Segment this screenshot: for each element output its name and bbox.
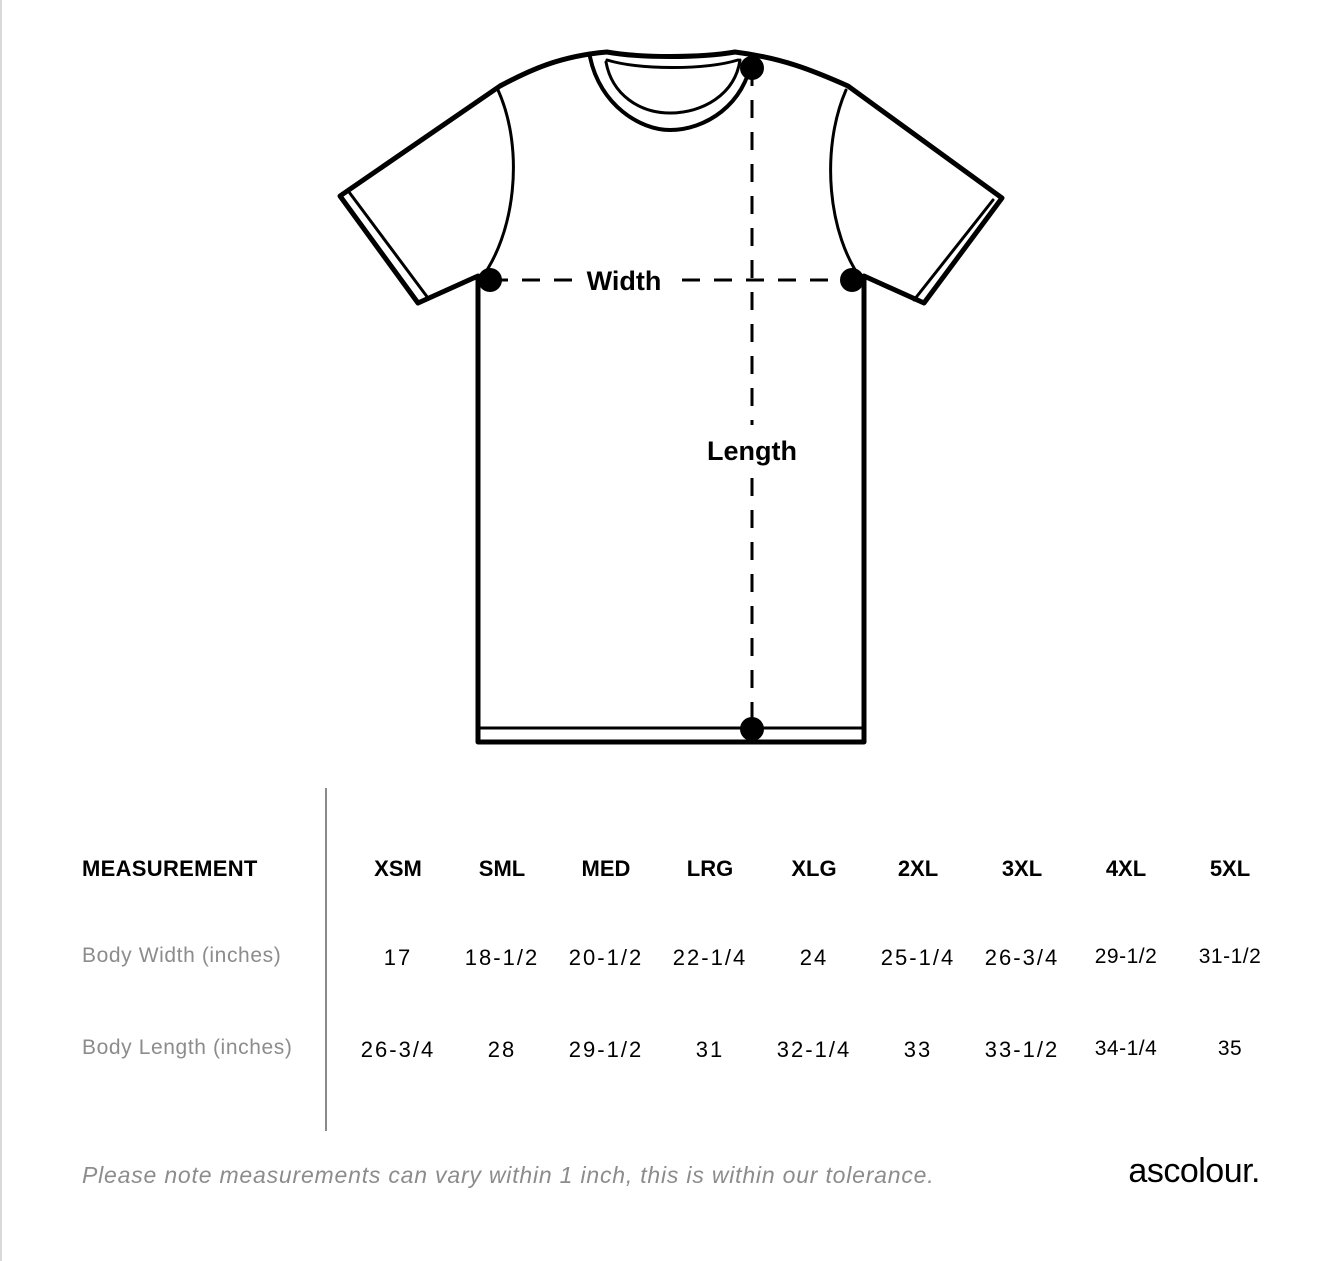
- size-header-xlg: XLG: [791, 856, 837, 881]
- body-length-lrg: 31: [695, 1037, 725, 1062]
- body-width-2xl: 25-1/4: [880, 945, 956, 970]
- size-header-sml: SML: [478, 856, 526, 881]
- row-label-body-length: Body Length (inches): [82, 1036, 293, 1059]
- size-chart-table: [0, 780, 1338, 1140]
- size-header-4xl: 4XL: [1105, 856, 1147, 881]
- brand-logo: ascolour.: [1128, 1152, 1260, 1190]
- body-width-5xl: 31-1/2: [1198, 945, 1262, 968]
- length-top-point: [740, 56, 764, 80]
- width-left-point: [478, 268, 502, 292]
- body-length-2xl: 33: [903, 1037, 933, 1062]
- size-header-lrg: LRG: [686, 856, 734, 881]
- width-label: Width: [586, 266, 662, 296]
- body-width-3xl: 26-3/4: [984, 945, 1060, 970]
- body-length-3xl: 33-1/2: [984, 1037, 1060, 1062]
- body-length-sml: 28: [487, 1037, 517, 1062]
- body-length-4xl: 34-1/4: [1094, 1037, 1158, 1060]
- body-length-xlg: 32-1/4: [776, 1037, 852, 1062]
- width-right-point: [840, 268, 864, 292]
- body-width-4xl: 29-1/2: [1094, 945, 1158, 968]
- body-width-med: 20-1/2: [568, 945, 644, 970]
- body-length-5xl: 35: [1217, 1037, 1243, 1060]
- size-header-xsm: XSM: [374, 856, 422, 881]
- size-header-3xl: 3XL: [1001, 856, 1043, 881]
- size-header-2xl: 2XL: [897, 856, 939, 881]
- body-width-xsm: 17: [383, 945, 413, 970]
- tshirt-outline: [340, 52, 1002, 742]
- body-length-med: 29-1/2: [568, 1037, 644, 1062]
- row-label-body-width: Body Width (inches): [82, 944, 282, 967]
- table-column-divider: [325, 788, 327, 1131]
- tolerance-footnote: Please note measurements can vary within 1 inch, this is within our tolerance.: [82, 1162, 935, 1188]
- body-width-sml: 18-1/2: [464, 945, 540, 970]
- body-width-lrg: 22-1/4: [672, 945, 748, 970]
- size-header-5xl: 5XL: [1209, 856, 1251, 881]
- size-header-med: MED: [581, 856, 631, 881]
- length-label: Length: [707, 436, 797, 466]
- measurement-header: MEASUREMENT: [82, 856, 258, 881]
- body-length-xsm: 26-3/4: [360, 1037, 436, 1062]
- body-width-xlg: 24: [799, 945, 829, 970]
- length-bottom-point: [740, 717, 764, 741]
